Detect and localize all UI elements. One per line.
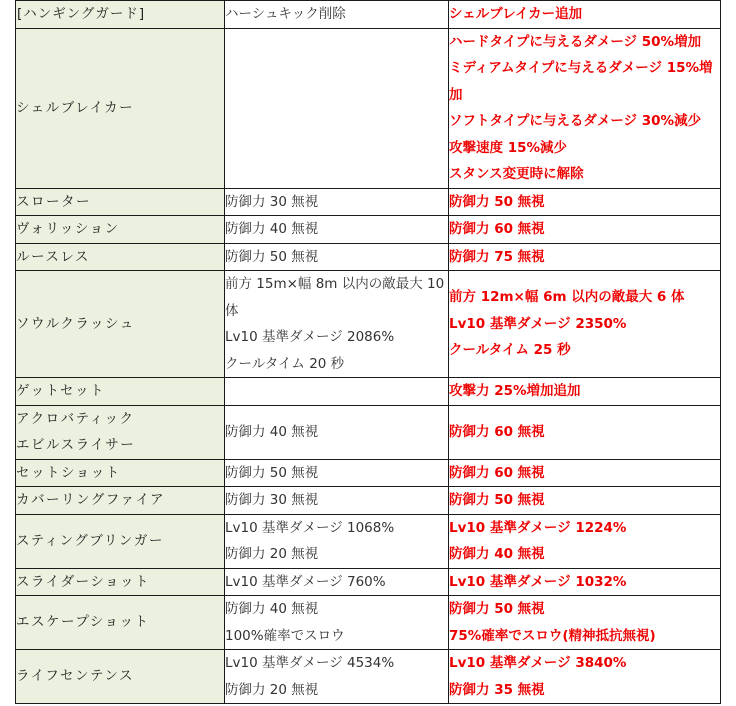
old-value-cell — [225, 568, 449, 596]
cell-line: ライフセンテンス — [16, 668, 134, 685]
cell-line: ヴォリッション — [16, 221, 120, 237]
table-row — [16, 243, 721, 271]
old-value-cell — [225, 514, 449, 568]
cell-line: クールタイム 25 秒 — [449, 342, 571, 359]
cell-line: 前方 12m×幅 6m 以内の敵最大 6 体 — [449, 289, 685, 306]
cell-line: 75%確率でスロウ(精神抵抗無視) — [449, 627, 656, 644]
table-row — [16, 405, 721, 459]
table-row — [16, 271, 721, 378]
old-value-cell — [225, 459, 449, 487]
new-value-cell — [449, 405, 721, 459]
table-row — [16, 650, 721, 704]
cell-line: スタンス変更時に解除 — [449, 166, 584, 182]
table-row — [16, 216, 721, 244]
cell-line: 防御力 20 無視 — [225, 546, 319, 562]
cell-line: Lv10 基準ダメージ 1224% — [449, 519, 627, 536]
old-value-cell — [225, 487, 449, 515]
cell-line: スティングブリンガー — [16, 532, 164, 549]
skill-name-cell — [16, 487, 225, 515]
old-value-cell — [225, 1, 449, 29]
cell-line: エスケープショット — [16, 614, 150, 631]
cell-line: 防御力 40 無視 — [225, 423, 319, 440]
new-value-cell — [449, 243, 721, 271]
old-value-cell — [225, 28, 449, 188]
cell-line: ハーシュキック削除 — [225, 6, 346, 22]
cell-line: Lv10 基準ダメージ 2350% — [449, 315, 627, 332]
cell-line: 防御力 40 無視 — [225, 221, 319, 237]
new-value-cell — [449, 271, 721, 378]
old-value-cell — [225, 405, 449, 459]
new-value-cell — [449, 459, 721, 487]
skill-change-table — [15, 0, 721, 704]
table-row — [16, 28, 721, 188]
cell-line: シェルブレイカー追加 — [449, 6, 583, 22]
new-value-cell — [449, 514, 721, 568]
table-row — [16, 568, 721, 596]
cell-line: 攻撃速度 15%減少 — [449, 139, 568, 156]
cell-line: ハードタイプに与えるダメージ 50%増加 — [449, 33, 702, 50]
cell-line: 100%確率でスロウ — [225, 627, 345, 644]
cell-line: 防御力 60 無視 — [449, 221, 545, 237]
old-value-cell — [225, 216, 449, 244]
cell-line: ソウルクラッシュ — [16, 315, 135, 332]
new-value-cell — [449, 568, 721, 596]
new-value-cell — [449, 216, 721, 244]
skill-name-cell — [16, 514, 225, 568]
new-value-cell — [449, 596, 721, 650]
cell-line: 防御力 30 無視 — [225, 492, 319, 508]
old-value-cell — [225, 271, 449, 378]
old-value-cell — [225, 243, 449, 271]
old-value-cell — [225, 188, 449, 216]
cell-line: 防御力 35 無視 — [449, 681, 545, 698]
skill-name-cell — [16, 216, 225, 244]
table-row — [16, 459, 721, 487]
cell-line: Lv10 基準ダメージ 4534% — [225, 655, 395, 671]
cell-line: 防御力 40 無視 — [449, 546, 545, 562]
skill-name-cell — [16, 596, 225, 650]
skill-name-cell — [16, 405, 225, 459]
table-row — [16, 188, 721, 216]
cell-line: ルースレス — [16, 248, 90, 265]
cell-line: 攻撃力 25%増加追加 — [449, 383, 581, 399]
cell-line: クールタイム 20 秒 — [225, 355, 345, 372]
cell-line: 防御力 30 無視 — [225, 193, 319, 210]
skill-name-cell — [16, 568, 225, 596]
table-row — [16, 487, 721, 515]
skill-name-cell — [16, 28, 225, 188]
old-value-cell — [225, 378, 449, 406]
old-value-cell — [225, 650, 449, 704]
cell-line: シェルブレイカー — [16, 99, 135, 116]
cell-line: カバーリングファイア — [16, 492, 166, 508]
cell-line: ゲットセット — [16, 383, 106, 399]
new-value-cell — [449, 28, 721, 188]
cell-line: 防御力 50 無視 — [449, 601, 545, 617]
skill-name-cell — [16, 650, 225, 704]
cell-line: 前方 15m×幅 8m 以内の敵最大 10 体 — [225, 276, 445, 319]
cell-line: 防御力 60 無視 — [449, 464, 545, 481]
cell-line: 防御力 50 無視 — [449, 193, 545, 210]
skill-name-cell — [16, 188, 225, 216]
cell-line: 防御力 50 無視 — [225, 248, 319, 265]
skill-name-cell — [16, 243, 225, 271]
table-body — [16, 1, 721, 704]
cell-line: 防御力 50 無視 — [449, 492, 545, 508]
cell-line: 防御力 50 無視 — [225, 464, 319, 481]
table-row — [16, 596, 721, 650]
cell-line: エビルスライサー — [16, 437, 136, 453]
cell-line: スローター — [16, 193, 91, 210]
new-value-cell — [449, 1, 721, 29]
table-row — [16, 514, 721, 568]
cell-line: ソフトタイプに与えるダメージ 30%減少 — [449, 113, 702, 129]
table-row — [16, 378, 721, 406]
cell-line: Lv10 基準ダメージ 2086% — [225, 329, 395, 345]
old-value-cell — [225, 596, 449, 650]
skill-name-cell — [16, 378, 225, 406]
cell-line: 防御力 40 無視 — [225, 601, 319, 617]
cell-line: スライダーショット — [16, 573, 151, 590]
cell-line: セットショット — [16, 464, 121, 481]
cell-line: Lv10 基準ダメージ 3840% — [449, 655, 627, 671]
new-value-cell — [449, 188, 721, 216]
skill-name-cell — [16, 271, 225, 378]
skill-name-cell — [16, 1, 225, 29]
cell-line: 防御力 75 無視 — [449, 248, 545, 265]
new-value-cell — [449, 378, 721, 406]
table-row — [16, 1, 721, 29]
cell-line: Lv10 基準ダメージ 1068% — [225, 519, 395, 536]
cell-line: [ハンギングガード] — [17, 6, 146, 22]
cell-line: ミディアムタイプに与えるダメージ 15%増加 — [449, 60, 713, 103]
cell-line: アクロバティック — [16, 410, 135, 427]
new-value-cell — [449, 650, 721, 704]
skill-name-cell — [16, 459, 225, 487]
cell-line: Lv10 基準ダメージ 1032% — [449, 573, 627, 590]
cell-line: Lv10 基準ダメージ 760% — [225, 573, 386, 590]
cell-line: 防御力 20 無視 — [225, 681, 319, 698]
cell-line: 防御力 60 無視 — [449, 423, 545, 440]
new-value-cell — [449, 487, 721, 515]
